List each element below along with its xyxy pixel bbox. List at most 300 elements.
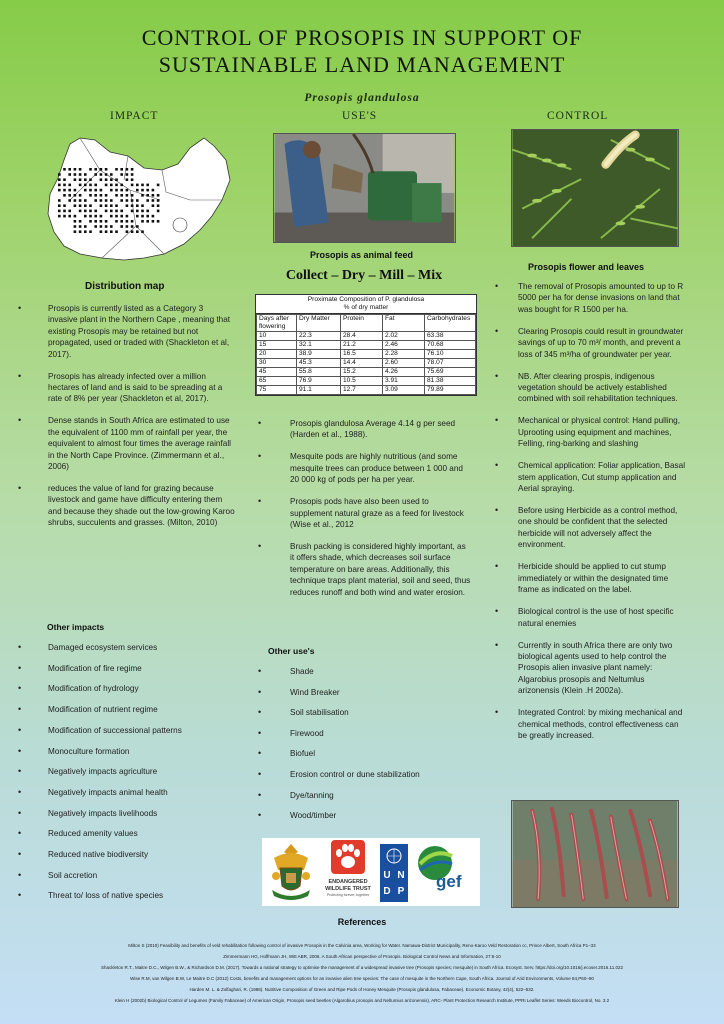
distribution-dot	[146, 210, 149, 213]
table-cell: 30	[257, 359, 297, 368]
column-heading-impact: IMPACT	[110, 110, 159, 122]
distribution-dot	[84, 204, 87, 207]
distribution-dot	[157, 210, 160, 213]
distribution-dot	[89, 178, 92, 181]
list-item: • Brush packing is considered highly important, as it offers shade, which decreases soil surface temperature on bare areas. Additionally, this technique traps plant material, soil and seed, thus reduces runoff and both wind and water erosion.	[250, 541, 472, 598]
distribution-dot	[100, 225, 103, 228]
distribution-dot	[120, 225, 123, 228]
other-impacts-list	[10, 642, 240, 911]
flower-caption: Prosopis flower and leaves	[528, 262, 645, 272]
distribution-dot	[141, 194, 144, 197]
distribution-dot	[131, 178, 134, 181]
distribution-dot	[89, 210, 92, 213]
distribution-dot	[105, 194, 108, 197]
list-item: • Dense stands in South Africa are estimated to use the equivalent of 1100 mm of rainfall per year, the equivalent to almost four times the average rainfall in the North Cape Province. (Zimmermann et al., 2006)	[10, 415, 235, 472]
distribution-dot	[136, 184, 139, 187]
distribution-dot	[94, 225, 97, 228]
distribution-dot	[105, 220, 108, 223]
list-item: • Monoculture formation	[10, 746, 240, 757]
distribution-dot	[136, 189, 139, 192]
distribution-dot	[94, 210, 97, 213]
table-cell: 76.9	[297, 377, 341, 386]
distribution-dot	[89, 204, 92, 207]
table-cell: 32.1	[297, 341, 341, 350]
table-cell: 45.3	[297, 359, 341, 368]
distribution-dot	[141, 220, 144, 223]
distribution-dot	[146, 220, 149, 223]
distribution-dot	[131, 204, 134, 207]
table-cell: 75.69	[425, 368, 476, 377]
list-item: • Dye/tanning	[250, 790, 472, 801]
distribution-dot	[84, 178, 87, 181]
distribution-dot	[115, 194, 118, 197]
distribution-dot	[100, 189, 103, 192]
distribution-dot	[146, 215, 149, 218]
distribution-dot	[79, 168, 82, 171]
undp-letter: N	[397, 870, 405, 881]
list-item: • Prosopis pods have also been used to supplement natural graze as a feed for livestock (Wise et al., 2012	[250, 496, 472, 530]
undp-logo	[380, 844, 408, 902]
proximate-composition-table	[255, 294, 477, 396]
list-item: • Currently in south Africa there are only two biological agents used to help control the Prosopis alien invasive plant namely: Algarobius prosopis and Neltumlus arizonensis (Klein .H 2002a).	[492, 640, 686, 697]
table-cell: 2.28	[383, 350, 425, 359]
distribution-dot	[100, 199, 103, 202]
list-item: • Threat to/ loss of native species	[10, 890, 240, 901]
table-cell: 12.7	[341, 386, 383, 395]
title-line-1: CONTROL OF PROSOPIS IN SUPPORT OF	[141, 25, 583, 50]
ewt-tagline: Protecting forever, together	[326, 893, 370, 897]
list-item: • Negatively impacts animal health	[10, 787, 240, 798]
distribution-dot	[68, 173, 71, 176]
list-item: • Prosopis is currently listed as a Category 3 invasive plant in the Northern Cape , meaning that existing Prosopis may be retained but not propagated, used or traded with (Shackleton et al, 2017).	[10, 303, 235, 360]
table-cell: 70.68	[425, 341, 476, 350]
distribution-dot	[94, 184, 97, 187]
list-item: • Prosopis glandulosa Average 4.14 g per seed (Harden et al., 1988).	[250, 418, 472, 441]
distribution-dot	[115, 168, 118, 171]
distribution-dot	[58, 173, 61, 176]
reference-item: Zimmermann HG, Hoffmann JH, Witt ABR, 2006. A South African perspective of Prosopis. Biological Control News and Information, 27:6-10	[223, 954, 501, 959]
distribution-dot	[79, 225, 82, 228]
distribution-dot	[89, 189, 92, 192]
distribution-dot	[58, 189, 61, 192]
table-cell: 76.10	[425, 350, 476, 359]
reference-item: Milton S (2010) Feasibility and benefits of veld rehabilitation following control of invasive Prosopis in the Calvinia area, Working for Water. Namawa-District Municipality, Reno-Karoo Veld Restoration cc, Prince Albert, South Africa P1–33	[128, 943, 596, 948]
references-heading: References	[337, 917, 387, 927]
distribution-dot	[79, 220, 82, 223]
table-cell: 21.2	[341, 341, 383, 350]
other-uses-heading: Other use's	[268, 646, 315, 656]
poster-subtitle: Prosopis glandulosa	[304, 92, 420, 104]
list-item: • Modification of nutrient regime	[10, 704, 240, 715]
distribution-dot	[110, 215, 113, 218]
distribution-dot	[131, 173, 134, 176]
table-cell: 55.8	[297, 368, 341, 377]
distribution-dot	[79, 173, 82, 176]
other-uses-list	[250, 666, 472, 831]
distribution-dot	[68, 189, 71, 192]
un-emblem-icon	[383, 846, 405, 866]
ewt-logo	[318, 840, 378, 904]
list-item: • Integrated Control: by mixing mechanical and chemical methods, control effectiveness can be greatly increased.	[492, 707, 686, 741]
table-cell: 2.02	[383, 332, 425, 341]
distribution-dot	[131, 184, 134, 187]
distribution-dot	[94, 189, 97, 192]
distribution-dot	[115, 178, 118, 181]
distribution-dot	[126, 225, 129, 228]
table-caption-line-2: % of dry matter	[343, 304, 389, 311]
distribution-dot	[74, 189, 77, 192]
table-caption	[256, 295, 476, 314]
undp-letter: P	[397, 886, 405, 897]
distribution-dot	[131, 194, 134, 197]
distribution-dot	[89, 220, 92, 223]
distribution-dot	[136, 215, 139, 218]
distribution-dot	[131, 225, 134, 228]
distribution-dot	[131, 168, 134, 171]
table-cell: 63.38	[425, 332, 476, 341]
table-row	[257, 386, 476, 395]
distribution-map	[40, 130, 234, 265]
distribution-dot	[94, 199, 97, 202]
paw-print-icon	[331, 840, 365, 874]
distribution-dot	[100, 173, 103, 176]
distribution-dot	[79, 194, 82, 197]
table-cell: 91.1	[297, 386, 341, 395]
distribution-dot	[110, 225, 113, 228]
table-cell: 38.9	[297, 350, 341, 359]
table-cell: 22.3	[297, 332, 341, 341]
list-item: • Clearing Prosopis could result in groundwater savings of up to 70 m³/ month, and prevent a loss of 345 m³/ha of groundwater per year.	[492, 326, 686, 360]
distribution-dot	[105, 168, 108, 171]
distribution-dot	[94, 215, 97, 218]
distribution-dot	[157, 184, 160, 187]
table-cell: 2.60	[383, 359, 425, 368]
ewt-line-1: ENDANGERED	[328, 879, 368, 885]
distribution-dot	[157, 220, 160, 223]
list-item: • Erosion control or dune stabilization	[250, 769, 472, 780]
uses-list	[250, 418, 472, 609]
distribution-dot	[152, 199, 155, 202]
distribution-dot	[105, 230, 108, 233]
table-cell: 20	[257, 350, 297, 359]
table-header: Carbohydrates	[425, 315, 476, 332]
distribution-dot	[89, 184, 92, 187]
distribution-dot	[100, 230, 103, 233]
table-cell: 15	[257, 341, 297, 350]
table-cell: 65	[257, 377, 297, 386]
distribution-dot	[68, 199, 71, 202]
undp-letter: U	[383, 870, 391, 881]
distribution-dot	[126, 215, 129, 218]
distribution-dot	[110, 204, 113, 207]
distribution-dot	[141, 210, 144, 213]
distribution-dot	[58, 215, 61, 218]
distribution-dot	[157, 194, 160, 197]
table-row	[257, 350, 476, 359]
column-heading-uses: USE'S	[342, 110, 378, 122]
distribution-dot	[100, 215, 103, 218]
distribution-dot	[105, 199, 108, 202]
list-item: • Wind Breaker	[250, 687, 472, 698]
distribution-dot	[84, 230, 87, 233]
list-item: • Modification of fire regime	[10, 663, 240, 674]
distribution-dot	[115, 184, 118, 187]
distribution-dot	[126, 194, 129, 197]
distribution-dot	[63, 194, 66, 197]
distribution-dot	[79, 178, 82, 181]
list-item: • Reduced native biodiversity	[10, 849, 240, 860]
distribution-dot	[74, 220, 77, 223]
distribution-dot	[131, 230, 134, 233]
distribution-dot	[146, 199, 149, 202]
distribution-dot	[126, 220, 129, 223]
partner-logos	[262, 838, 480, 906]
table-row	[257, 341, 476, 350]
distribution-dot	[89, 215, 92, 218]
distribution-dot	[94, 194, 97, 197]
list-item: • Mesquite pods are highly nutritious (and some mesquite trees can produce between 1 000 and 20 000 kg of pods per ha per year.	[250, 451, 472, 485]
distribution-dot	[152, 194, 155, 197]
distribution-dot	[105, 225, 108, 228]
reference-item: Klein H (2002b) Biological Control of Legumes (Family Fabaceae) of American Origin, Prosopis seed beetles (Algarobius prosopis and Neltumius arizonensis), ARC- Plant Protection Research Institute, PPRI Leaflet Series: Weeds Biocontrol, No. 3.2	[114, 998, 610, 1003]
table-cell: 10.5	[341, 377, 383, 386]
table-cell: 15.2	[341, 368, 383, 377]
table-caption-line-1: Proximate Composition of P. glandulosa	[307, 296, 425, 303]
table-header: Protein	[341, 315, 383, 332]
list-item: • NB. After clearing prospis, indigenous vegetation should be actively established combined with soil rehabilitation techniques.	[492, 371, 686, 405]
distribution-dot	[79, 184, 82, 187]
distribution-dot	[120, 220, 123, 223]
list-item: • Reduced amenity values	[10, 828, 240, 839]
distribution-dot	[110, 178, 113, 181]
distribution-dot	[79, 230, 82, 233]
list-item: • Negatively impacts agriculture	[10, 766, 240, 777]
poster-title	[0, 24, 724, 78]
distribution-dot	[136, 225, 139, 228]
distribution-dot	[120, 189, 123, 192]
list-item: • Biological control is the use of host specific natural enemies	[492, 606, 686, 629]
distribution-dot	[89, 194, 92, 197]
column-heading-control: CONTROL	[547, 110, 609, 122]
table-cell: 2.46	[383, 341, 425, 350]
list-item: • Mechanical or physical control: Hand pulling, Uprooting using equipment and machines, Felling, ring-barking and slashing	[492, 415, 686, 449]
distribution-dot	[94, 220, 97, 223]
distribution-dot	[152, 215, 155, 218]
distribution-dot	[136, 230, 139, 233]
distribution-dot	[63, 184, 66, 187]
list-item: • Modification of successional patterns	[10, 725, 240, 736]
distribution-dot	[105, 204, 108, 207]
distribution-dot	[110, 199, 113, 202]
table-cell: 78.07	[425, 359, 476, 368]
distribution-dot	[63, 215, 66, 218]
distribution-dot	[68, 194, 71, 197]
distribution-dot	[84, 184, 87, 187]
distribution-dot	[79, 210, 82, 213]
list-item: • The removal of Prosopis amounted to up to R 5000 per ha for dense invasions on land that was bought for R 1500 per ha.	[492, 281, 686, 315]
distribution-dot	[68, 168, 71, 171]
list-item: • Firewood	[250, 728, 472, 739]
distribution-dot	[136, 204, 139, 207]
table-header-row	[257, 315, 476, 332]
distribution-dot	[84, 199, 87, 202]
reference-item: Harden M. L. & Zolfaghari, R. (1988). Nutritive Composition of Green and Ripe Pods of Honey Mesquite (Prosopis glandulosa, Fabaceae). Economic Botany, 42(4), 522–532.	[189, 987, 535, 992]
flower-leaves-photo	[511, 129, 679, 247]
distribution-dot	[63, 189, 66, 192]
distribution-dot	[115, 220, 118, 223]
distribution-dot	[126, 178, 129, 181]
distribution-dot	[126, 189, 129, 192]
distribution-dot	[141, 184, 144, 187]
table-cell: 75	[257, 386, 297, 395]
seed-pods-photo	[511, 800, 679, 908]
distribution-dot	[120, 215, 123, 218]
list-item: • Chemical application: Foliar application, Basal stem application, Cut stump application and Aerial spraying.	[492, 460, 686, 494]
distribution-dot	[120, 168, 123, 171]
table-cell: 10	[257, 332, 297, 341]
distribution-dot	[141, 230, 144, 233]
distribution-dot	[110, 173, 113, 176]
list-item: • Shade	[250, 666, 472, 677]
distribution-dot	[68, 210, 71, 213]
distribution-dot	[115, 230, 118, 233]
distribution-dot	[110, 210, 113, 213]
distribution-dot	[120, 210, 123, 213]
table-header: Days after flowering	[257, 315, 297, 332]
impact-list	[10, 303, 235, 539]
table-cell: 14.4	[341, 359, 383, 368]
distribution-dot	[115, 189, 118, 192]
table-cell: 3.09	[383, 386, 425, 395]
distribution-dot	[136, 199, 139, 202]
distribution-dot	[120, 173, 123, 176]
reference-item: Wise R.M, van Wilgen B.W, Le Maitre D.C (2012) Costs, benefits and management options for an invasive alien tree species: The case of mesquite in the Northern Cape, South Africa. Journal of Arid Environments, Volume 84,P60–90	[130, 976, 594, 981]
distribution-dot	[94, 173, 97, 176]
distribution-dot	[58, 178, 61, 181]
distribution-dot	[141, 189, 144, 192]
distribution-dot	[79, 204, 82, 207]
distribution-dot	[89, 230, 92, 233]
list-item: • reduces the value of land for grazing because livestock and game have difficulty entering them and because they shade out the low-growing Karoo shrubs, succulents and grasses. (Milton, 2010)	[10, 483, 235, 529]
distribution-dot	[157, 199, 160, 202]
distribution-dot	[63, 210, 66, 213]
distribution-dot	[126, 204, 129, 207]
distribution-dot	[136, 210, 139, 213]
distribution-dot	[74, 225, 77, 228]
list-item: • Soil stabilisation	[250, 707, 472, 718]
distribution-dot	[74, 199, 77, 202]
distribution-dot	[115, 215, 118, 218]
distribution-dot	[84, 189, 87, 192]
distribution-dot	[94, 168, 97, 171]
distribution-dot	[152, 220, 155, 223]
distribution-dot	[110, 184, 113, 187]
distribution-dot	[146, 189, 149, 192]
reference-item: Shackleton R.T., Maitre D.C., Wilgen B.W., & Richardson D.M. (2017). Towards a national strategy to optimise the management of a widespread invasive tree (Prosopis species; mesquite) in South Africa. Ecosyst. Serv. https://doi.org/10.1016/j.ecoser.2016.11.022	[100, 965, 623, 970]
distribution-dot	[126, 199, 129, 202]
table-row	[257, 368, 476, 377]
gef-logo	[414, 842, 476, 904]
table-cell: 3.91	[383, 377, 425, 386]
distribution-dot	[146, 194, 149, 197]
list-item: • Prosopis has already infected over a million hectares of land and is said to be spreading at a rate of 8% per year (Shackleton et al, 2017).	[10, 371, 235, 405]
distribution-dot	[152, 204, 155, 207]
distribution-dot	[131, 199, 134, 202]
table-header: Dry Matter	[297, 315, 341, 332]
list-item: • Before using Herbicide as a control method, one should be confident that the selected herbicide will not adversely affect the environment.	[492, 505, 686, 551]
other-impacts-heading: Other impacts	[47, 622, 105, 632]
distribution-dot	[100, 194, 103, 197]
distribution-dot	[68, 215, 71, 218]
distribution-dot	[74, 215, 77, 218]
distribution-dot	[105, 173, 108, 176]
distribution-dot	[126, 230, 129, 233]
distribution-dot	[126, 168, 129, 171]
distribution-dot	[74, 204, 77, 207]
table-cell: 4.26	[383, 368, 425, 377]
distribution-dot	[68, 184, 71, 187]
distribution-dot	[74, 173, 77, 176]
distribution-dot	[58, 184, 61, 187]
table-row	[257, 332, 476, 341]
distribution-dot	[115, 204, 118, 207]
map-caption: Distribution map	[85, 281, 165, 292]
distribution-dot	[74, 230, 77, 233]
distribution-dot	[84, 215, 87, 218]
distribution-dot	[63, 178, 66, 181]
distribution-dot	[100, 220, 103, 223]
distribution-dot	[131, 210, 134, 213]
distribution-dot	[126, 173, 129, 176]
distribution-dot	[89, 168, 92, 171]
distribution-dot	[120, 194, 123, 197]
distribution-dot	[100, 204, 103, 207]
title-line-2: SUSTAINABLE LAND MANAGEMENT	[158, 52, 566, 77]
list-item: • Wood/timber	[250, 810, 472, 821]
control-list	[492, 281, 686, 752]
distribution-dot	[63, 204, 66, 207]
distribution-dot	[84, 173, 87, 176]
ewt-line-2: WILDLIFE TRUST	[325, 886, 371, 892]
distribution-dot	[79, 199, 82, 202]
distribution-dot	[100, 168, 103, 171]
distribution-dot	[58, 204, 61, 207]
distribution-dot	[63, 168, 66, 171]
animal-feed-photo	[273, 133, 456, 243]
table-header: Fat	[383, 315, 425, 332]
distribution-dot	[58, 199, 61, 202]
distribution-dot	[131, 220, 134, 223]
distribution-dot	[84, 210, 87, 213]
distribution-dot	[120, 184, 123, 187]
distribution-dot	[120, 199, 123, 202]
table-row	[257, 377, 476, 386]
coat-of-arms-logo	[268, 842, 314, 902]
distribution-dot	[58, 210, 61, 213]
list-item: • Modification of hydrology	[10, 683, 240, 694]
table-cell: 79.89	[425, 386, 476, 395]
distribution-dot	[115, 210, 118, 213]
distribution-dot	[141, 204, 144, 207]
list-item: • Damaged ecosystem services	[10, 642, 240, 653]
table-row	[257, 359, 476, 368]
distribution-dot	[74, 168, 77, 171]
feed-process-title: Collect – Dry – Mill – Mix	[285, 268, 443, 283]
distribution-dot	[100, 178, 103, 181]
distribution-dot	[105, 210, 108, 213]
list-item: • Biofuel	[250, 748, 472, 759]
list-item: • Soil accretion	[10, 870, 240, 881]
